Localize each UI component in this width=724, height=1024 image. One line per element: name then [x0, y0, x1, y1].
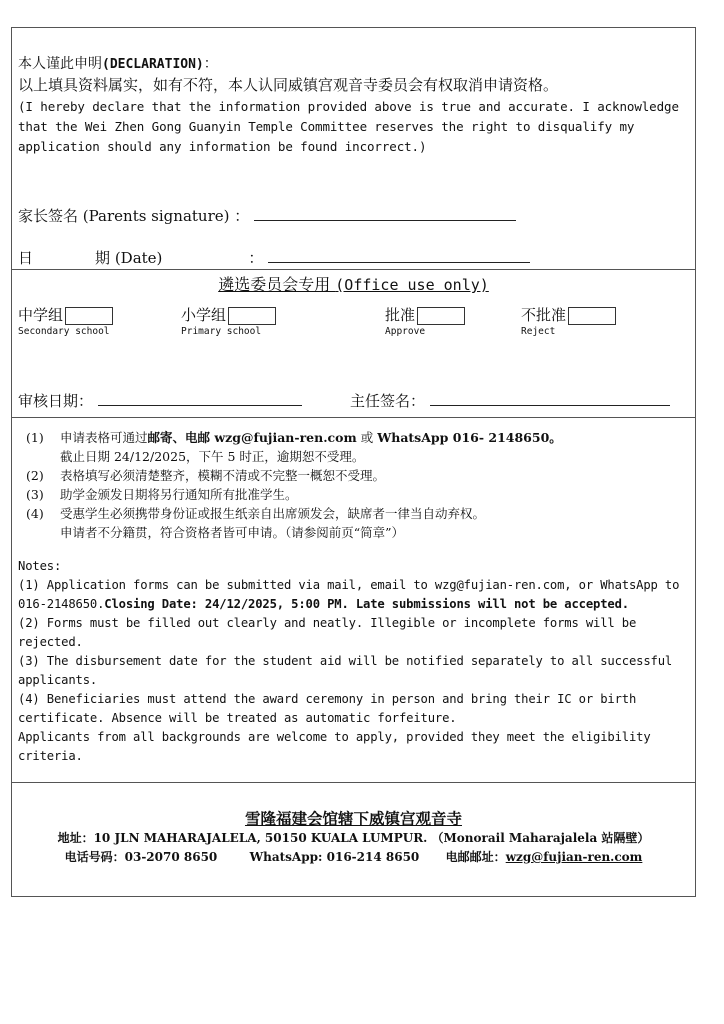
note-en-4: (4) Beneficiaries must attend the award ceremony in person and bring their IC or birth certificate. Absence will be treated as automatic forfeiture. — [18, 692, 637, 725]
declaration-section — [12, 28, 695, 269]
whatsapp: WhatsApp: 016-214 8650 — [249, 850, 420, 864]
office-use-section — [12, 270, 695, 417]
notes-heading: Notes: — [18, 559, 62, 573]
form-page — [11, 27, 696, 897]
secondary-school-checkbox[interactable] — [65, 307, 113, 325]
date-label-zh2: 期 — [95, 249, 111, 267]
date-label-en: (Date) — [114, 249, 163, 267]
review-date-label: 审核日期： — [18, 392, 94, 410]
review-date-row — [18, 390, 302, 411]
declaration-statement-en-3: application should any information be found incorrect.) — [18, 139, 427, 154]
chair-signature-field[interactable] — [430, 391, 670, 406]
note-en-1: (1) Application forms can be submitted via mail, email to wzg@fujian-ren.com, or WhatsApp to 016-2148650.Closing Date: 24/12/2025, 5:00 PM. Late submissions will not be accepted. — [18, 578, 680, 611]
primary-school-checkbox[interactable] — [228, 307, 276, 325]
declaration-statement-en-2: that the Wei Zhen Gong Guanyin Temple Committee reserves the right to disqualify my — [18, 119, 635, 134]
declaration-statement-zh: 以上填具资料属实，如有不符，本人认同威镇宫观音寺委员会有权取消申请资格。 — [18, 76, 559, 94]
notes-en — [18, 557, 690, 766]
date-row — [18, 247, 530, 268]
option-secondary-school: 中学组 Secondary school — [18, 304, 113, 325]
contact-line — [12, 848, 695, 865]
phone: 电话号码：03-2070 8650 — [64, 850, 218, 864]
email-link[interactable]: wzg@fujian-ren.com — [505, 850, 643, 864]
chair-signature-row — [350, 390, 670, 411]
note-zh-1b: 截止日期 24/12/2025，下午 5 时正，逾期恕不受理。 — [60, 449, 365, 464]
organization-name: 雪隆福建会馆辖下威镇宫观音寺 — [244, 809, 462, 828]
declaration-title: 本人谨此申明(DECLARATION)： — [18, 56, 218, 72]
approve-checkbox[interactable] — [417, 307, 465, 325]
parent-signature-label: 家长签名 (Parents signature) ： — [18, 207, 250, 225]
option-reject: 不批准 Reject — [521, 304, 616, 325]
email-label: 电邮邮址： — [445, 850, 506, 864]
chair-signature-label: 主任签名： — [350, 392, 426, 410]
reject-checkbox[interactable] — [568, 307, 616, 325]
date-field[interactable] — [268, 248, 530, 263]
note-en-3: (3) The disbursement date for the student aid will be notified separately to all successful applicants. — [18, 654, 673, 687]
note-zh-3: (3) 助学金颁发日期将另行通知所有批准学生。 — [26, 487, 298, 502]
office-use-title: 遴选委员会专用 (Office use only) — [218, 275, 489, 294]
parent-signature-row — [18, 205, 516, 226]
notes-section — [12, 418, 695, 782]
note-en-2: (2) Forms must be filled out clearly and neatly. Illegible or incomplete forms will be rejected. — [18, 616, 637, 649]
option-approve: 批准 Approve — [385, 304, 465, 325]
note-zh-4: (4) 受惠学生必须携带身份证或报生纸亲自出席颁发会，缺席者一律当自动弃权。 — [26, 506, 486, 521]
address: 地址：10 JLN MAHARAJALELA, 50150 KUALA LUMPUR. （Monorail Maharajalela 站隔壁） — [57, 831, 650, 845]
note-zh-4b: 申请者不分籍贯，符合资格者皆可申请。（请参阅前页“简章”） — [60, 525, 405, 540]
declaration-statement-en-1: (I hereby declare that the information provided above is true and accurate. I acknowledge — [18, 99, 679, 114]
option-primary-school: 小学组 Primary school — [181, 304, 276, 325]
review-date-field[interactable] — [98, 391, 302, 406]
date-colon: ： — [248, 249, 264, 267]
note-zh-2: (2) 表格填写必须清楚整齐，模糊不清或不完整一概恕不受理。 — [26, 468, 386, 483]
parent-signature-field[interactable] — [254, 206, 516, 221]
note-zh-1: (1) 申请表格可通过邮寄、电邮 wzg@fujian-ren.com 或 WhatsApp 016- 2148650。 — [26, 430, 562, 445]
footer-section — [12, 783, 695, 897]
note-en-5: Applicants from all backgrounds are welcome to apply, provided they meet the eligibility criteria. — [18, 730, 651, 763]
date-label-zh1: 日 — [18, 249, 34, 267]
